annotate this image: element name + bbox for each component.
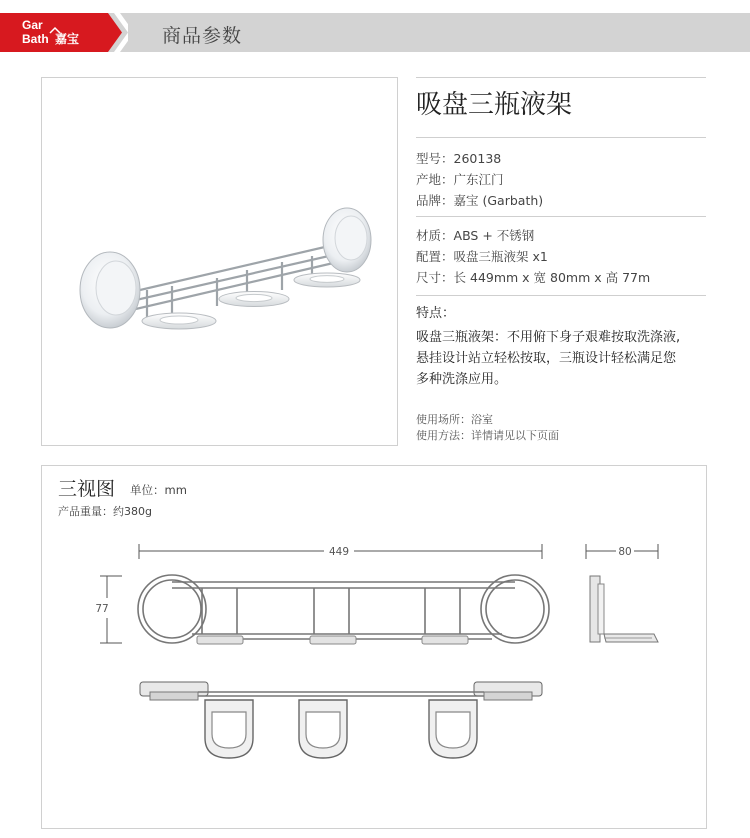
spec-row-config: 配置：吸盘三瓶液架 x1 <box>416 249 548 264</box>
dim-length: 449 <box>328 546 350 558</box>
divider <box>416 295 706 296</box>
product-weight: 产品重量：约380g <box>58 505 152 518</box>
dim-width: 80 <box>618 546 632 558</box>
spec-row-origin: 产地：广东江门 <box>416 172 504 187</box>
usage-info <box>416 412 559 444</box>
usage-place: 使用场所：浴室 <box>416 413 493 426</box>
front-view <box>138 575 549 643</box>
three-views-frame <box>41 465 707 829</box>
section-title: 商品参数 <box>162 25 243 47</box>
logo-text-brand: 嘉宝 <box>55 32 80 46</box>
spec-row-brand: 品牌：嘉宝 (Garbath) <box>416 193 544 208</box>
product-info-panel <box>416 77 706 390</box>
spec-row-model: 型号：260138 <box>416 151 502 166</box>
dim-height: 77 <box>95 603 109 615</box>
top-view <box>140 682 542 758</box>
views-title: 三视图 <box>58 478 116 500</box>
divider <box>416 137 706 138</box>
logo-text-gar: Gar <box>22 18 43 32</box>
product-photo-frame <box>41 77 398 446</box>
views-unit: 单位：mm <box>130 483 187 497</box>
spec-row-material: 材质：ABS + 不锈钢 <box>416 228 535 243</box>
garbath-logo <box>0 13 128 52</box>
feature-description: 吸盘三瓶液架：不用俯下身子艰难按取洗涤液, 悬挂设计站立轻松按取，三瓶设计轻松满足您 多种洗涤应用。 <box>416 330 681 387</box>
product-rack-image <box>72 198 372 338</box>
usage-method: 使用方法：详情请见以下页面 <box>416 429 559 442</box>
divider <box>416 216 706 217</box>
logo-text-bath: Bath <box>22 32 49 46</box>
header-bar <box>0 13 750 52</box>
product-name: 吸盘三瓶液架 <box>416 90 573 120</box>
feature-label: 特点： <box>416 306 456 321</box>
side-view <box>590 576 658 642</box>
technical-drawing <box>42 466 706 828</box>
spec-group-basic <box>416 148 706 211</box>
divider <box>416 77 706 78</box>
spec-row-size: 尺寸：长 449mm x 宽 80mm x 高 77m <box>416 270 651 285</box>
spec-group-material <box>416 225 706 288</box>
